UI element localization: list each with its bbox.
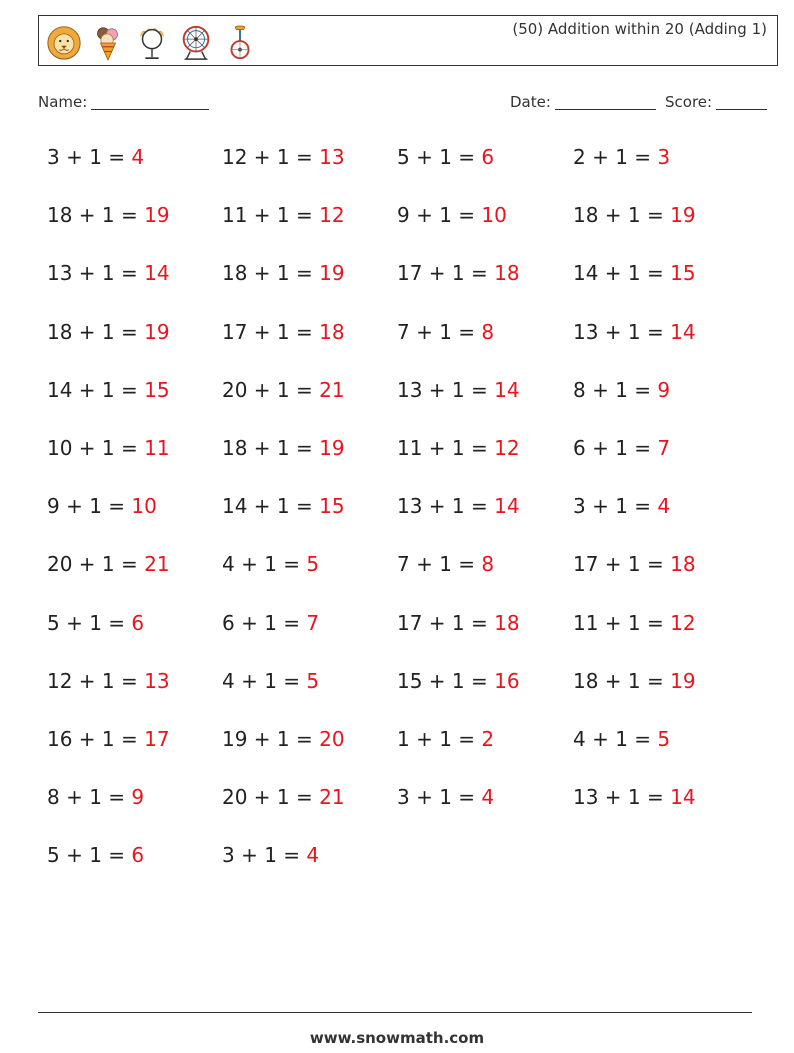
problem-item	[222, 785, 345, 809]
problem-answer: 11	[144, 436, 170, 460]
problem-answer: 4	[657, 494, 671, 519]
problem-item	[397, 436, 520, 460]
problem-item	[47, 145, 144, 169]
problem-question: 4 + 1 =	[222, 668, 307, 693]
problem-answer: 19	[144, 203, 170, 228]
problem-question: 7 + 1 =	[397, 319, 482, 344]
problem-answer: 12	[319, 203, 345, 228]
problem-item	[47, 436, 170, 460]
worksheet-title: (50) Addition within 20 (Adding 1)	[512, 20, 767, 38]
problem-item	[397, 261, 520, 285]
problem-item	[573, 320, 696, 344]
problem-answer: 19	[319, 261, 345, 286]
problem-item	[222, 494, 345, 518]
score-blank[interactable]	[716, 93, 767, 110]
problem-answer: 18	[319, 319, 345, 344]
problem-answer: 19	[319, 436, 345, 460]
problem-item	[397, 494, 520, 518]
problem-answer: 15	[144, 377, 170, 402]
problem-question: 11 + 1 =	[573, 610, 671, 635]
problem-item	[47, 669, 170, 693]
problem-answer: 3	[657, 145, 671, 169]
problem-question: 3 + 1 =	[47, 145, 132, 169]
problem-item	[222, 145, 345, 169]
problem-item	[47, 843, 144, 867]
header-icons	[45, 22, 259, 62]
problem-question: 3 + 1 =	[573, 494, 658, 519]
problem-question: 15 + 1 =	[397, 668, 495, 693]
problem-item	[573, 494, 670, 518]
problem-answer: 14	[494, 377, 520, 402]
problem-answer: 15	[670, 261, 696, 286]
problem-question: 13 + 1 =	[573, 319, 671, 344]
problem-item	[47, 203, 170, 227]
problem-answer: 21	[319, 377, 345, 402]
problem-question: 18 + 1 =	[573, 668, 671, 693]
problem-answer: 6	[481, 145, 495, 169]
problem-answer: 7	[657, 436, 671, 460]
problem-question: 2 + 1 =	[573, 145, 658, 169]
problem-answer: 6	[131, 843, 145, 868]
score-label: Score:	[665, 93, 713, 111]
problem-answer: 10	[481, 203, 507, 228]
problem-answer: 6	[131, 610, 145, 635]
problem-answer: 13	[319, 145, 345, 169]
problem-answer: 7	[306, 610, 320, 635]
problem-item	[47, 320, 170, 344]
ice-cream-cone-icon	[89, 22, 127, 62]
problem-question: 17 + 1 =	[222, 319, 320, 344]
name-label: Name:	[38, 93, 88, 111]
problem-answer: 5	[306, 552, 320, 577]
problem-question: 13 + 1 =	[573, 785, 671, 810]
unicycle-icon	[221, 22, 259, 62]
problem-answer: 19	[144, 319, 170, 344]
problem-answer: 18	[670, 552, 696, 577]
problem-question: 5 + 1 =	[397, 145, 482, 169]
problem-question: 6 + 1 =	[222, 610, 307, 635]
problem-answer: 18	[494, 610, 520, 635]
problem-item	[573, 436, 670, 460]
problem-answer: 21	[319, 785, 345, 810]
problem-question: 14 + 1 =	[222, 494, 320, 519]
problem-answer: 8	[481, 552, 495, 577]
problem-item	[222, 611, 319, 635]
date-blank[interactable]	[555, 93, 656, 110]
worksheet-header	[38, 15, 778, 66]
problem-question: 12 + 1 =	[222, 145, 320, 169]
problem-answer: 5	[657, 727, 671, 751]
problem-question: 13 + 1 =	[397, 494, 495, 519]
problem-question: 4 + 1 =	[573, 727, 658, 751]
problem-item	[397, 203, 507, 227]
problem-item	[573, 203, 696, 227]
problem-item	[573, 378, 670, 402]
problem-question: 20 + 1 =	[222, 377, 320, 402]
problem-item	[47, 727, 170, 751]
problem-answer: 10	[131, 494, 157, 519]
problem-question: 3 + 1 =	[222, 843, 307, 868]
problem-question: 8 + 1 =	[573, 377, 658, 402]
problem-question: 17 + 1 =	[397, 261, 495, 286]
problem-question: 13 + 1 =	[47, 261, 145, 286]
problem-question: 19 + 1 =	[222, 727, 320, 751]
problem-question: 12 + 1 =	[47, 668, 145, 693]
problem-answer: 9	[131, 785, 145, 810]
problem-question: 20 + 1 =	[222, 785, 320, 810]
problem-answer: 4	[131, 145, 145, 169]
problem-item	[47, 611, 144, 635]
problem-question: 18 + 1 =	[222, 436, 320, 460]
problem-question: 8 + 1 =	[47, 785, 132, 810]
problem-question: 3 + 1 =	[397, 785, 482, 810]
problem-item	[222, 727, 345, 751]
problem-question: 10 + 1 =	[47, 436, 145, 460]
problem-answer: 17	[144, 727, 170, 751]
problem-item	[222, 436, 345, 460]
problem-answer: 18	[494, 261, 520, 286]
problem-answer: 14	[670, 319, 696, 344]
problem-item	[397, 552, 494, 576]
problem-answer: 4	[481, 785, 495, 810]
date-field	[510, 93, 656, 111]
problem-item	[573, 669, 696, 693]
problem-answer: 19	[670, 668, 696, 693]
lion-face-icon	[45, 22, 83, 62]
problem-answer: 5	[306, 668, 320, 693]
problem-item	[573, 261, 696, 285]
problem-answer: 4	[306, 843, 320, 868]
problem-item	[573, 552, 696, 576]
problem-question: 1 + 1 =	[397, 727, 482, 751]
problem-answer: 12	[670, 610, 696, 635]
problem-answer: 14	[670, 785, 696, 810]
problem-item	[397, 611, 520, 635]
problem-answer: 9	[657, 377, 671, 402]
problem-item	[573, 785, 696, 809]
problem-item	[397, 785, 494, 809]
problem-question: 7 + 1 =	[397, 552, 482, 577]
problem-item	[222, 552, 319, 576]
problem-item	[573, 145, 670, 169]
name-blank[interactable]	[91, 93, 209, 110]
problem-question: 13 + 1 =	[397, 377, 495, 402]
problem-question: 11 + 1 =	[222, 203, 320, 228]
name-field	[38, 93, 209, 111]
problem-answer: 14	[494, 494, 520, 519]
problem-item	[397, 378, 520, 402]
problem-question: 18 + 1 =	[47, 203, 145, 228]
footer-divider	[38, 1012, 752, 1013]
problem-answer: 20	[319, 727, 345, 751]
problem-item	[397, 669, 520, 693]
problem-question: 18 + 1 =	[222, 261, 320, 286]
problem-question: 14 + 1 =	[47, 377, 145, 402]
problem-question: 18 + 1 =	[573, 203, 671, 228]
problem-item	[47, 785, 144, 809]
problem-answer: 2	[481, 727, 495, 751]
problem-answer: 21	[144, 552, 170, 577]
problem-answer: 19	[670, 203, 696, 228]
problem-question: 9 + 1 =	[397, 203, 482, 228]
problem-item	[573, 611, 696, 635]
problem-item	[397, 145, 494, 169]
problem-item	[573, 727, 670, 751]
problem-question: 6 + 1 =	[573, 436, 658, 460]
problem-question: 5 + 1 =	[47, 610, 132, 635]
problem-question: 11 + 1 =	[397, 436, 495, 460]
problem-item	[47, 378, 170, 402]
problem-answer: 12	[494, 436, 520, 460]
footer-website: www.snowmath.com	[309, 1029, 485, 1047]
problem-item	[222, 261, 345, 285]
problem-answer: 14	[144, 261, 170, 286]
problem-item	[222, 203, 345, 227]
problem-question: 20 + 1 =	[47, 552, 145, 577]
problem-answer: 8	[481, 319, 495, 344]
problem-item	[397, 320, 494, 344]
problem-item	[222, 320, 345, 344]
problem-item	[222, 843, 319, 867]
problem-item	[47, 494, 157, 518]
problem-question: 18 + 1 =	[47, 319, 145, 344]
score-field	[665, 93, 767, 111]
problem-question: 14 + 1 =	[573, 261, 671, 286]
problem-question: 5 + 1 =	[47, 843, 132, 868]
problem-answer: 13	[144, 668, 170, 693]
problem-item	[222, 378, 345, 402]
circus-hoop-icon	[133, 22, 171, 62]
problem-answer: 15	[319, 494, 345, 519]
problem-question: 17 + 1 =	[573, 552, 671, 577]
problem-question: 16 + 1 =	[47, 727, 145, 751]
problem-question: 9 + 1 =	[47, 494, 132, 519]
problem-item	[222, 669, 319, 693]
ferris-wheel-icon	[177, 22, 215, 62]
problem-answer: 16	[494, 668, 520, 693]
problem-item	[397, 727, 494, 751]
date-label: Date:	[510, 93, 551, 111]
problem-item	[47, 261, 170, 285]
problem-item	[47, 552, 170, 576]
problem-question: 4 + 1 =	[222, 552, 307, 577]
problem-question: 17 + 1 =	[397, 610, 495, 635]
